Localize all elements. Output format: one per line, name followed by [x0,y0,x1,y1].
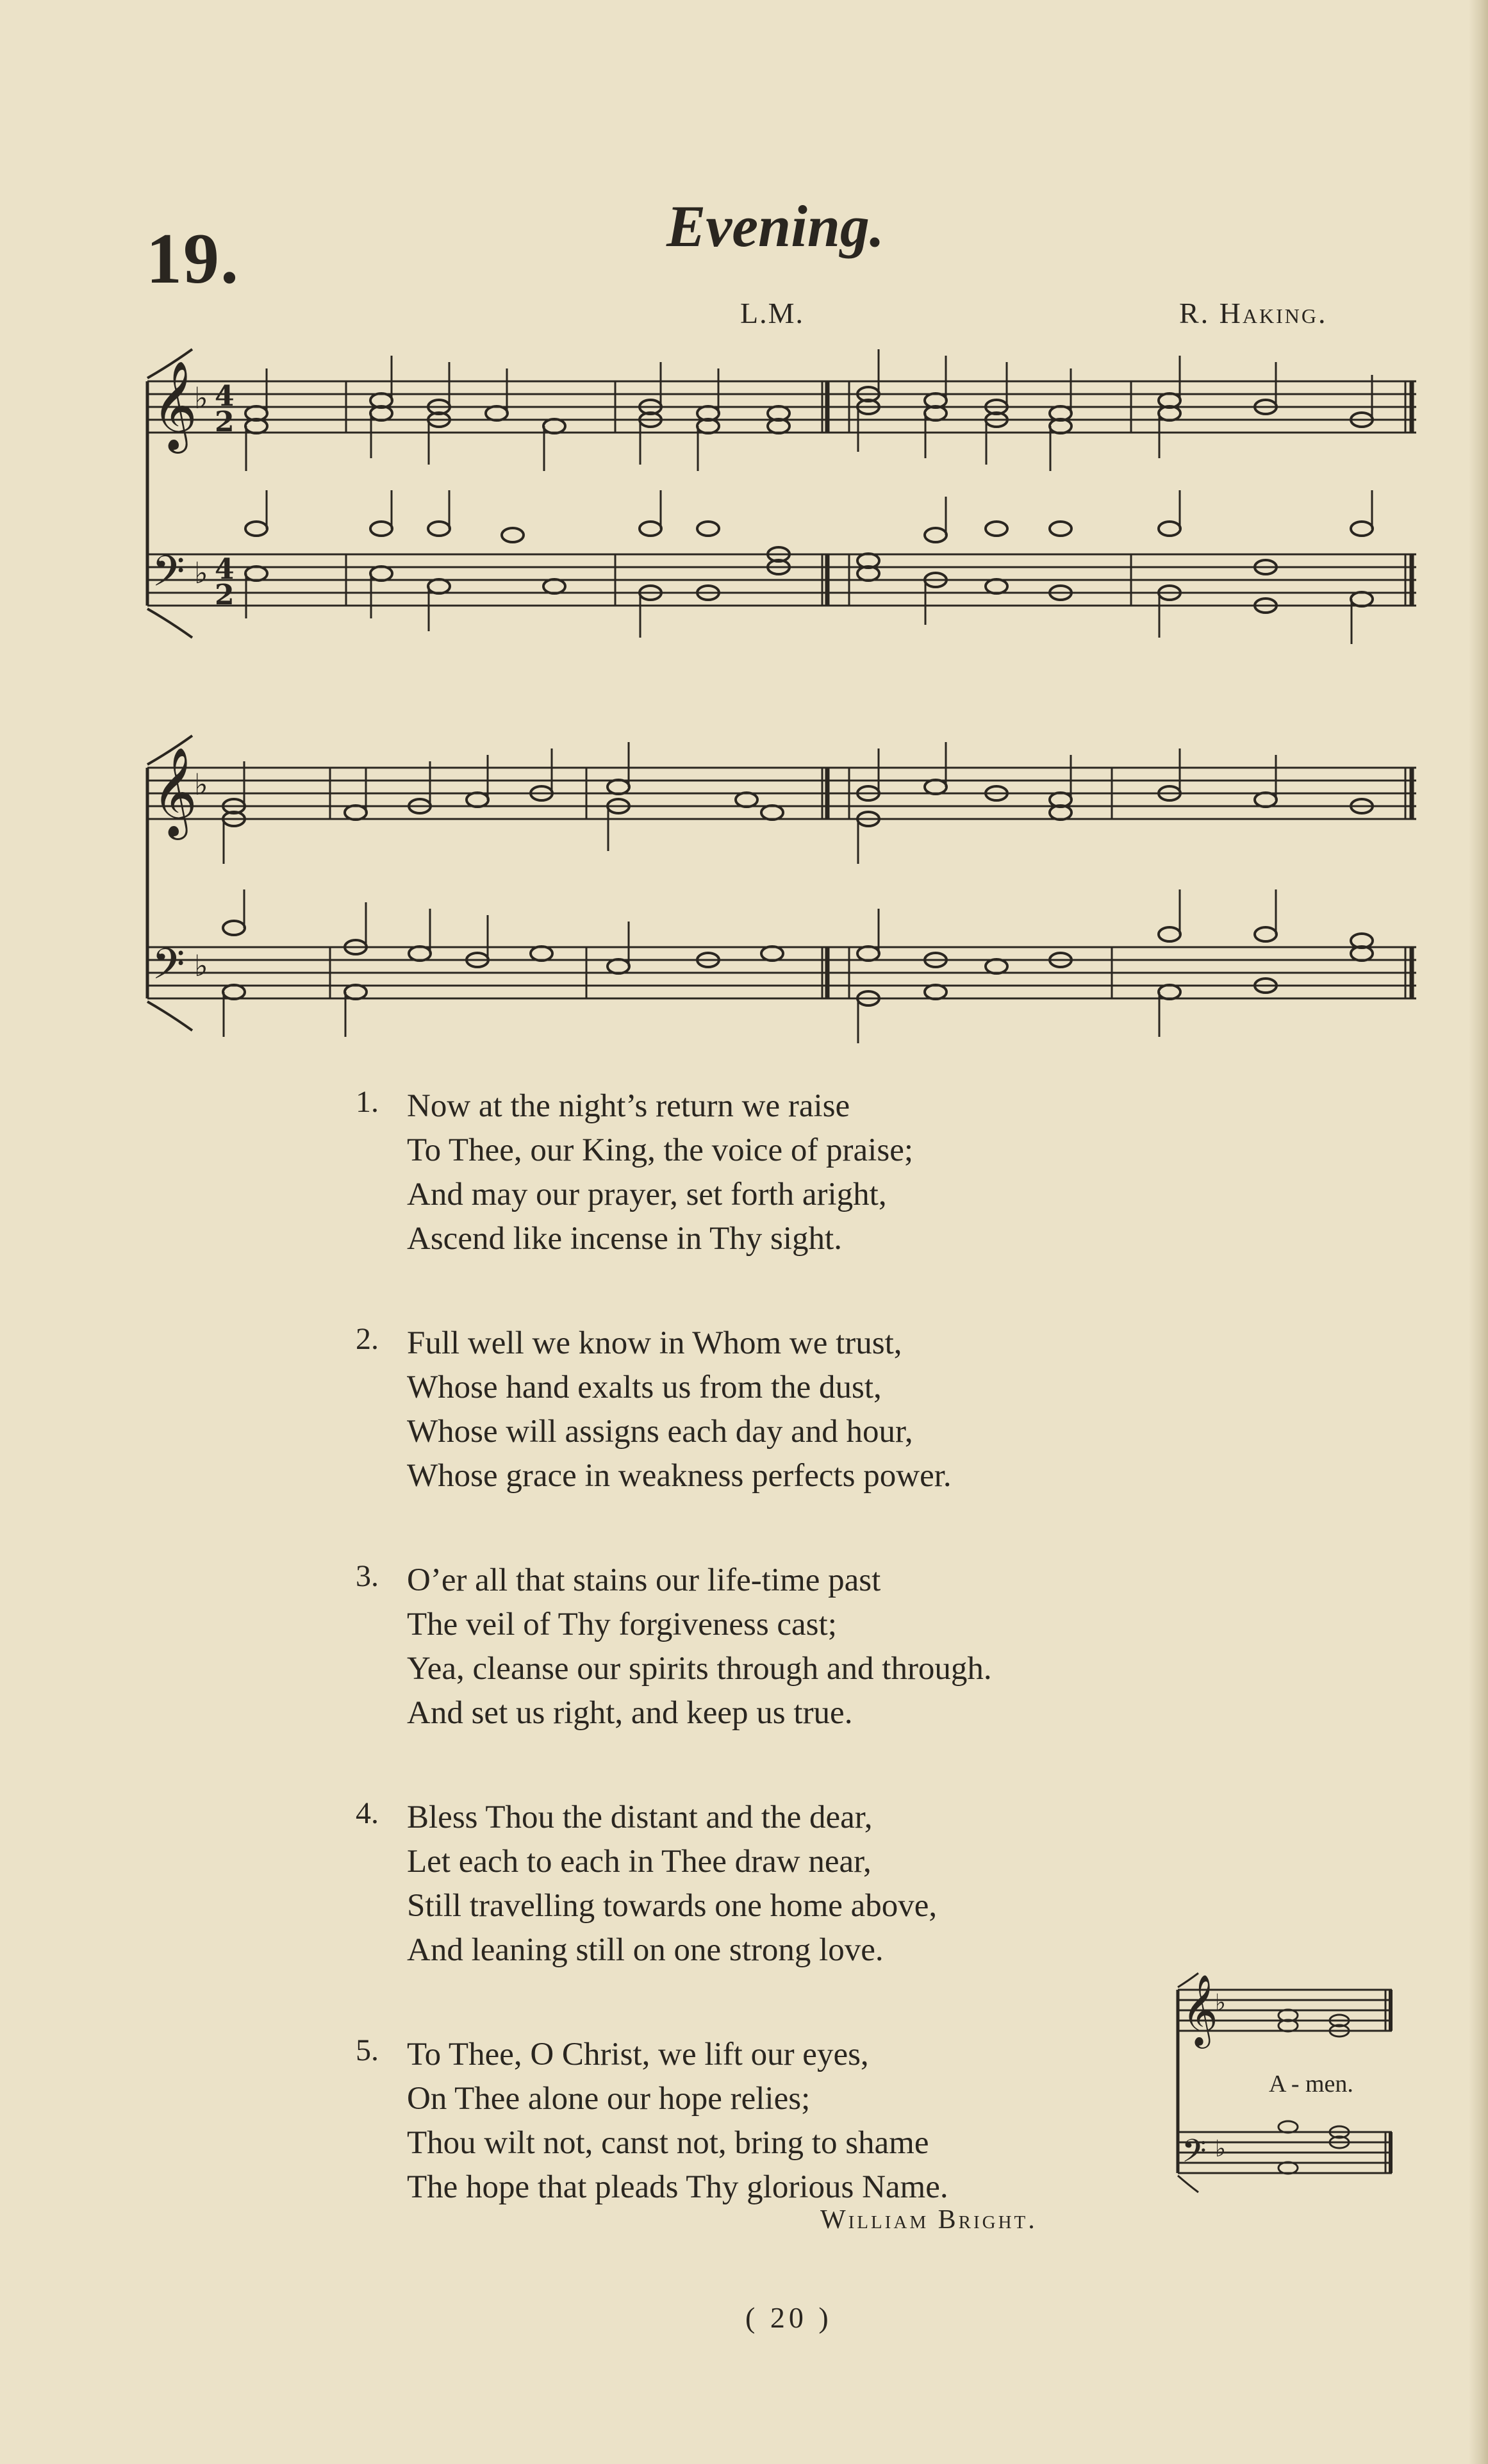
music-system-2 [144,723,1419,1050]
page-number: ( 20 ) [745,2301,832,2334]
verse-line: Thou wilt not, canst not, bring to shame [407,2125,929,2161]
music-system-1 [144,336,1419,657]
verse-line: Bless Thou the distant and the dear, [407,1799,873,1835]
svg-text:𝄢: 𝄢 [1182,2133,1207,2178]
verse-line: On Thee alone our hope relies; [407,2081,811,2117]
author-credit: William Bright. [820,2205,1037,2235]
svg-text:♭: ♭ [194,556,208,590]
verse-line: Yea, cleanse our spirits through and through. [407,1651,992,1687]
svg-text:4: 4 [215,380,235,413]
svg-text:𝄞: 𝄞 [152,747,197,836]
svg-text:4: 4 [215,553,235,586]
svg-text:2: 2 [215,406,235,438]
verse-5 [356,2033,1189,2210]
amen-music [1173,1964,1403,2211]
verse-number: 5. [356,2033,379,2067]
hymn-number: 19. [146,219,240,299]
verse-line: And set us right, and keep us true. [407,1695,853,1731]
svg-text:♭: ♭ [194,767,208,802]
verse-line: To Thee, our King, the voice of praise; [407,1132,914,1168]
verse-number: 1. [356,1085,379,1119]
verse-number: 4. [356,1796,379,1830]
verse-line: Whose will assigns each day and hour, [407,1414,913,1450]
hymn-title: Evening. [666,194,884,259]
verse-line: O’er all that stains our life-time past [407,1562,881,1598]
verse-1 [356,1084,1189,1261]
verse-line: And may our prayer, set forth aright, [407,1177,887,1212]
verse-line: Full well we know in Whom we trust, [407,1325,902,1361]
score-svg-2 [144,723,1419,1050]
svg-text:♭: ♭ [1215,1990,1226,2016]
verse-4 [356,1796,1189,1972]
verse-line: Ascend like incense in Thy sight. [407,1221,842,1257]
svg-text:𝄢: 𝄢 [152,939,185,999]
hymn-meter: L.M. [740,297,804,329]
verse-number: 2. [356,1322,379,1356]
verse-line: And leaning still on one strong love. [407,1932,884,1968]
verse-line: Now at the night’s return we raise [407,1088,850,1124]
composer-credit: R. Haking. [1179,297,1328,329]
verse-2 [356,1321,1189,1498]
score-svg-1 [144,336,1419,657]
amen-text: A - men. [1269,2071,1353,2097]
verse-3 [356,1559,1189,1735]
verse-line: Whose hand exalts us from the dust, [407,1369,882,1405]
svg-text:♭: ♭ [194,381,208,415]
svg-text:♭: ♭ [194,948,208,983]
svg-text:2: 2 [215,579,235,611]
svg-text:𝄢: 𝄢 [152,547,185,606]
page-edge [1469,0,1488,2464]
verse-number: 3. [356,1559,379,1593]
verse-line: The veil of Thy forgiveness cast; [407,1607,837,1642]
verse-line: Let each to each in Thee draw near, [407,1844,872,1880]
verse-line: Whose grace in weakness perfects power. [407,1458,952,1494]
verse-line: To Thee, O Christ, we lift our eyes, [407,2037,869,2072]
hymn-verses [356,1084,1189,2270]
svg-text:♭: ♭ [1215,2136,1226,2162]
verse-line: The hope that pleads Thy glorious Name. [407,2169,948,2205]
verse-line: Still travelling towards one home above, [407,1888,938,1924]
svg-text:𝄞: 𝄞 [152,361,197,450]
svg-text:𝄞: 𝄞 [1182,1974,1218,2046]
